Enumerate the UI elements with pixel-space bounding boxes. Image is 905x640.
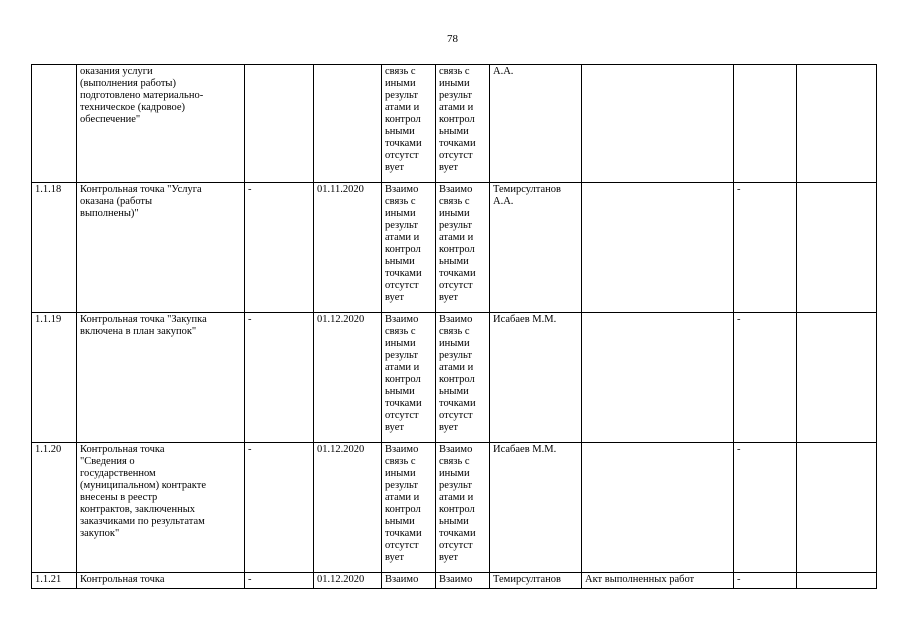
responsible-cell: Темирсултанов [490,573,582,589]
relation-cell: Взаимо связь с иными результ атами и контрол ьными точками отсутст вует [436,313,490,443]
responsible-cell: Исабаев М.М. [490,443,582,573]
control-point-name-cell: Контрольная точка "Услуга оказана (работы выполнены)" [77,183,245,313]
table-row [32,65,877,183]
extra-cell [797,183,877,313]
date-cell: 01.11.2020 [314,183,382,313]
table-row [32,573,877,589]
start-cell: - [245,313,314,443]
extra-cell [797,313,877,443]
relation-cell: Взаимо связь с иными результ атами и контрол ьными точками отсутст вует [436,443,490,573]
level-cell: - [734,183,797,313]
row-number-cell: 1.1.21 [32,573,77,589]
document-cell [582,313,734,443]
extra-cell [797,65,877,183]
table-row [32,183,877,313]
date-cell: 01.12.2020 [314,443,382,573]
start-cell: - [245,443,314,573]
control-point-name-cell: оказания услуги (выполнения работы) подготовлено материально- техническое (кадровое) обеспечение" [77,65,245,183]
document-cell [582,443,734,573]
relation-cell: Взаимо [382,573,436,589]
table-row [32,443,877,573]
document-cell [582,183,734,313]
start-cell: - [245,573,314,589]
control-point-name-cell: Контрольная точка "Закупка включена в план закупок" [77,313,245,443]
extra-cell [797,443,877,573]
relation-cell: Взаимо связь с иными результ атами и контрол ьными точками отсутст вует [382,443,436,573]
control-points-table [31,64,877,589]
relation-cell: Взаимо [436,573,490,589]
level-cell: - [734,443,797,573]
table-row [32,313,877,443]
responsible-cell: Исабаев М.М. [490,313,582,443]
page-number: 78 [447,33,458,45]
control-point-name-cell: Контрольная точка "Сведения о государственном (муниципальном) контракте внесены в реестр контрактов, заключенных заказчиками по результатам закупок" [77,443,245,573]
control-point-name-cell: Контрольная точка [77,573,245,589]
document-cell [582,65,734,183]
date-cell: 01.12.2020 [314,573,382,589]
relation-cell: Взаимо связь с иными результ атами и контрол ьными точками отсутст вует [382,183,436,313]
row-number-cell: 1.1.18 [32,183,77,313]
document-cell: Акт выполненных работ [582,573,734,589]
start-cell [245,65,314,183]
extra-cell [797,573,877,589]
relation-cell: Взаимо связь с иными результ атами и контрол ьными точками отсутст вует [436,183,490,313]
row-number-cell: 1.1.20 [32,443,77,573]
level-cell [734,65,797,183]
level-cell: - [734,573,797,589]
relation-cell: Взаимо связь с иными результ атами и контрол ьными точками отсутст вует [382,313,436,443]
date-cell [314,65,382,183]
responsible-cell: А.А. [490,65,582,183]
relation-cell: связь с иными результ атами и контрол ьными точками отсутст вует [382,65,436,183]
start-cell: - [245,183,314,313]
relation-cell: связь с иными результ атами и контрол ьными точками отсутст вует [436,65,490,183]
level-cell: - [734,313,797,443]
date-cell: 01.12.2020 [314,313,382,443]
row-number-cell: 1.1.19 [32,313,77,443]
row-number-cell [32,65,77,183]
responsible-cell: Темирсултанов А.А. [490,183,582,313]
